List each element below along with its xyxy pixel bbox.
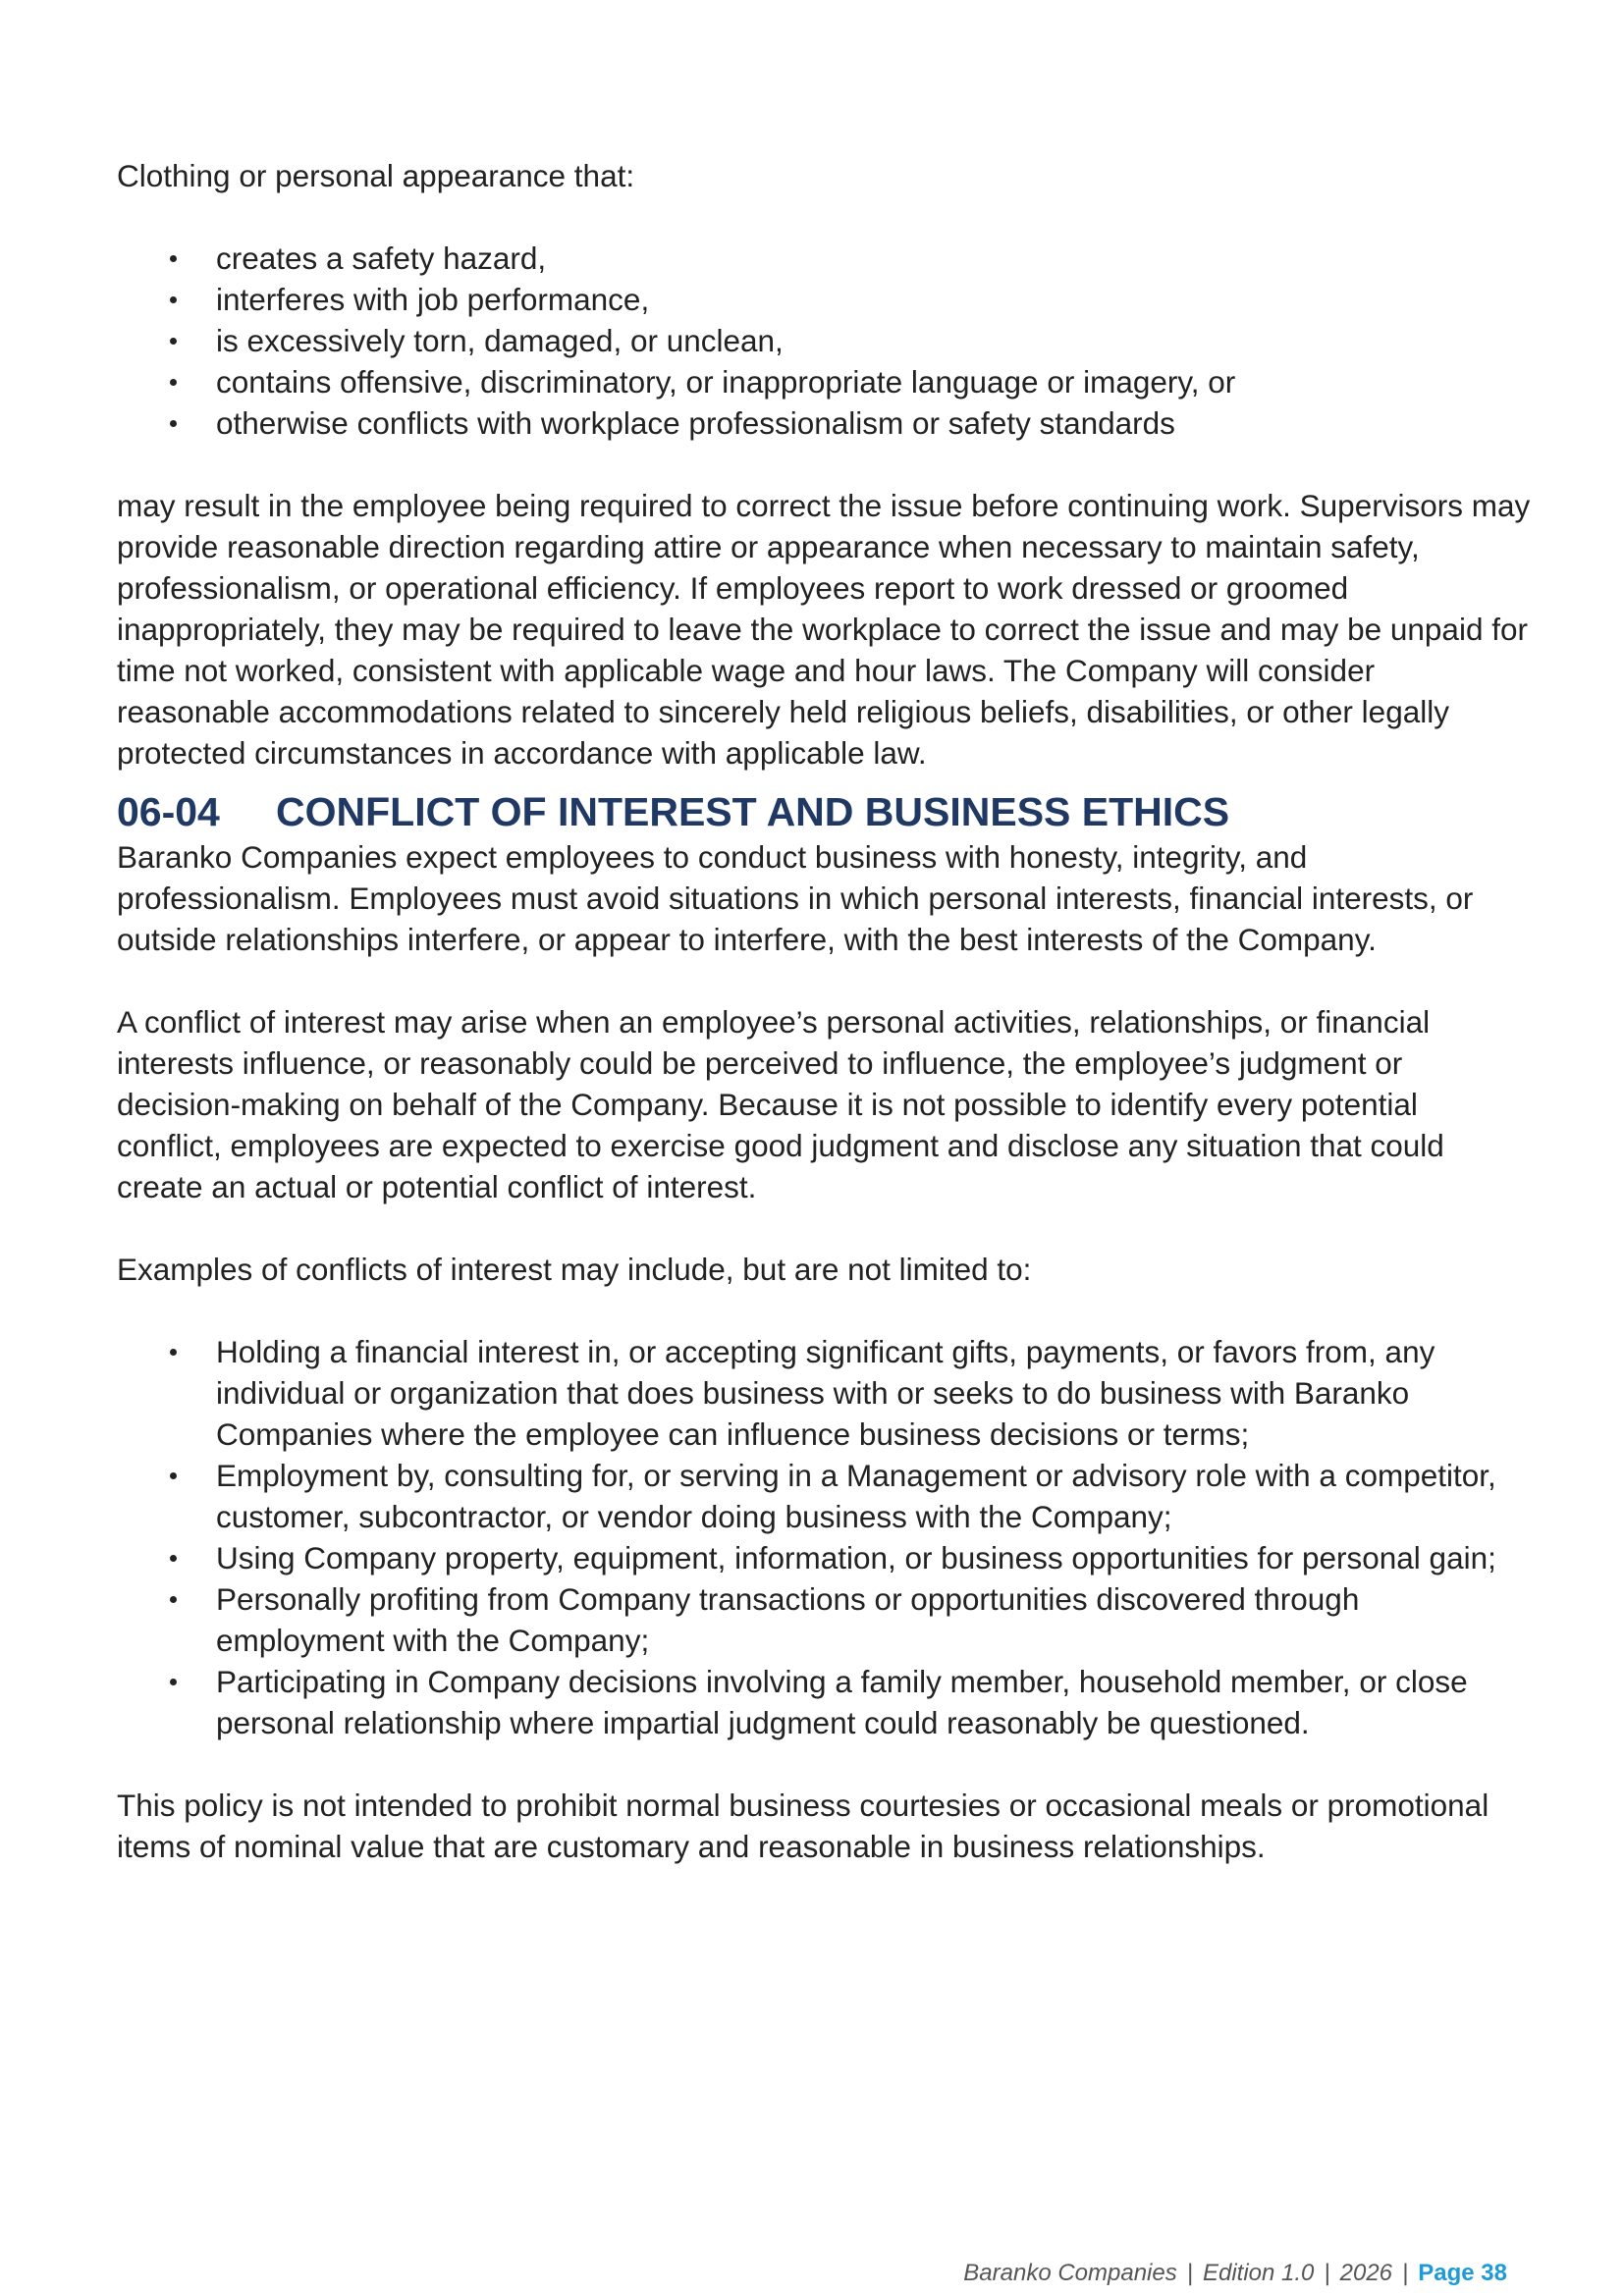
footer-separator: | — [1186, 2260, 1193, 2286]
appearance-paragraph: may result in the employee being required to correct the issue before continuing work. Supervisors may provide reasonable direction regarding attire or appearance when necessary to maintain safety, professionalism, or operational efficiency. If employees report to work dressed or groomed inappropriately, they may be required to leave the workplace to correct the issue and may be unpaid for time not worked, consistent with applicable wage and hour laws. The Company will consider reasonable accommodations related to sincerely held religious beliefs, disabilities, or other legally protected circumstances in accordance with applicable law. — [117, 488, 1531, 771]
examples-intro: Examples of conflicts of interest may include, but are not limited to: — [117, 1252, 1032, 1287]
footer-page-label: Page — [1418, 2260, 1475, 2286]
page-content — [117, 155, 1531, 1867]
footer-year: 2026 — [1339, 2260, 1393, 2286]
list-item: otherwise conflicts with workplace professionalism or safety standards — [117, 402, 1531, 444]
conflict-paragraph-1: Baranko Companies expect employees to conduct business with honesty, integrity, and professionalism. Employees must avoid situations in which personal interests, financial interests, or outside relationships interfere, or appear to interfere, with the best interests of the Company. — [117, 839, 1474, 957]
list-item: Using Company property, equipment, information, or business opportunities for personal gain; — [117, 1537, 1531, 1578]
footer-company: Baranko Companies — [963, 2260, 1177, 2286]
list-item: interferes with job performance, — [117, 279, 1531, 320]
list-item: Holding a financial interest in, or accepting significant gifts, payments, or favors from, any individual or organization that does business with or seeks to do business with Baranko Companies where the employee can influence business decisions or terms; — [117, 1331, 1531, 1455]
appearance-intro: Clothing or personal appearance that: — [117, 158, 635, 193]
closing-paragraph: This policy is not intended to prohibit normal business courtesies or occasional meals or promotional items of nominal value that are customary and reasonable in business relationships. — [117, 1788, 1489, 1864]
list-item: is excessively torn, damaged, or unclean, — [117, 320, 1531, 361]
list-item: contains offensive, discriminatory, or inappropriate language or imagery, or — [117, 361, 1531, 402]
page-footer — [963, 2260, 1507, 2287]
section-title: CONFLICT OF INTEREST AND BUSINESS ETHICS — [276, 789, 1230, 834]
examples-list — [117, 1331, 1531, 1743]
list-item: Participating in Company decisions involving a family member, household member, or close personal relationship where impartial judgment could reasonably be questioned. — [117, 1661, 1531, 1743]
section-number: 06-04 — [117, 789, 220, 834]
section-heading — [117, 787, 1531, 836]
appearance-list — [117, 238, 1531, 444]
list-item: Personally profiting from Company transactions or opportunities discovered through employment with the Company; — [117, 1578, 1531, 1661]
footer-separator: | — [1402, 2260, 1409, 2286]
list-item: Employment by, consulting for, or serving in a Management or advisory role with a competitor, customer, subcontractor, or vendor doing business with the Company; — [117, 1455, 1531, 1537]
footer-page-number: 38 — [1481, 2260, 1507, 2286]
conflict-paragraph-2: A conflict of interest may arise when an employee’s personal activities, relationships, or financial interests influence, or reasonably could be perceived to influence, the employee’s judgment or decision-making on behalf of the Company. Because it is not possible to identify every potential conflict, employees are expected to exercise good judgment and disclose any situation that could create an actual or potential conflict of interest. — [117, 1004, 1444, 1204]
footer-separator: | — [1324, 2260, 1330, 2286]
list-item: creates a safety hazard, — [117, 238, 1531, 279]
footer-edition: Edition 1.0 — [1202, 2260, 1315, 2286]
